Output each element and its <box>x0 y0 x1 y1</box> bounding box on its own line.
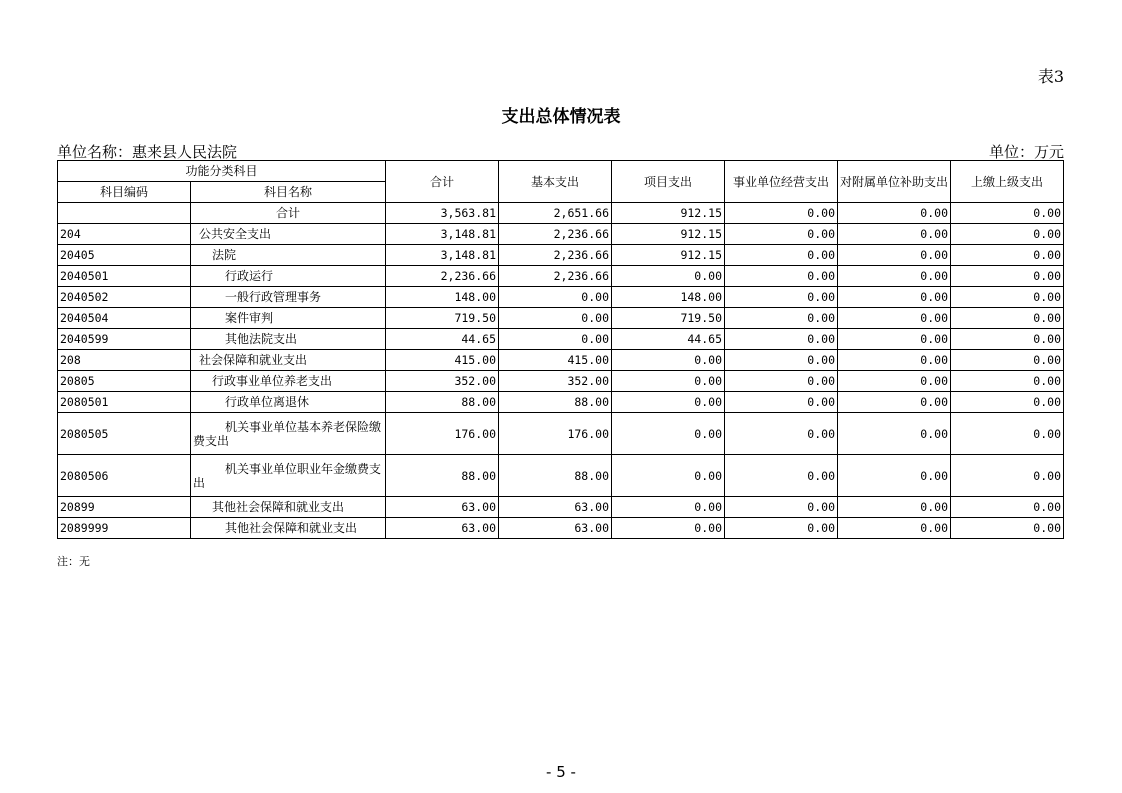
cell-total: 352.00 <box>386 371 499 392</box>
cell-project: 44.65 <box>612 329 725 350</box>
table-row <box>58 455 1064 497</box>
cell-code: 2040504 <box>58 308 191 329</box>
cell-business: 0.00 <box>725 287 838 308</box>
cell-basic: 2,236.66 <box>499 224 612 245</box>
cell-project: 912.15 <box>612 203 725 224</box>
cell-code: 208 <box>58 350 191 371</box>
cell-subsidy: 0.00 <box>838 329 951 350</box>
cell-code: 2080501 <box>58 392 191 413</box>
cell-project: 912.15 <box>612 245 725 266</box>
cell-basic: 63.00 <box>499 497 612 518</box>
table-row <box>58 224 1064 245</box>
table-row <box>58 497 1064 518</box>
cell-name: 机关事业单位基本养老保险缴费支出 <box>191 413 386 455</box>
cell-upper: 0.00 <box>951 224 1064 245</box>
cell-basic: 0.00 <box>499 287 612 308</box>
expenditure-table <box>57 160 1064 539</box>
cell-business: 0.00 <box>725 308 838 329</box>
cell-project: 0.00 <box>612 497 725 518</box>
cell-subsidy: 0.00 <box>838 287 951 308</box>
header-project: 项目支出 <box>612 161 725 203</box>
cell-name: 其他法院支出 <box>191 329 386 350</box>
cell-code <box>58 203 191 224</box>
cell-business: 0.00 <box>725 497 838 518</box>
cell-upper: 0.00 <box>951 329 1064 350</box>
cell-total: 3,563.81 <box>386 203 499 224</box>
cell-project: 0.00 <box>612 371 725 392</box>
cell-subsidy: 0.00 <box>838 224 951 245</box>
cell-upper: 0.00 <box>951 287 1064 308</box>
cell-total: 2,236.66 <box>386 266 499 287</box>
header-func-group: 功能分类科目 <box>58 161 386 182</box>
page-number: - 5 - <box>546 763 576 781</box>
cell-business: 0.00 <box>725 224 838 245</box>
cell-project: 0.00 <box>612 350 725 371</box>
cell-total: 148.00 <box>386 287 499 308</box>
cell-total: 3,148.81 <box>386 224 499 245</box>
table-row <box>58 266 1064 287</box>
cell-code: 2089999 <box>58 518 191 539</box>
cell-subsidy: 0.00 <box>838 497 951 518</box>
cell-subsidy: 0.00 <box>838 350 951 371</box>
cell-project: 0.00 <box>612 413 725 455</box>
cell-total: 719.50 <box>386 308 499 329</box>
cell-upper: 0.00 <box>951 518 1064 539</box>
cell-subsidy: 0.00 <box>838 455 951 497</box>
cell-subsidy: 0.00 <box>838 413 951 455</box>
cell-name: 机关事业单位职业年金缴费支出 <box>191 455 386 497</box>
table-row <box>58 371 1064 392</box>
cell-subsidy: 0.00 <box>838 203 951 224</box>
cell-basic: 0.00 <box>499 308 612 329</box>
cell-code: 2080506 <box>58 455 191 497</box>
cell-name: 行政单位离退休 <box>191 392 386 413</box>
cell-upper: 0.00 <box>951 266 1064 287</box>
cell-business: 0.00 <box>725 413 838 455</box>
table-row <box>58 203 1064 224</box>
cell-business: 0.00 <box>725 392 838 413</box>
cell-upper: 0.00 <box>951 350 1064 371</box>
cell-upper: 0.00 <box>951 392 1064 413</box>
cell-subsidy: 0.00 <box>838 266 951 287</box>
cell-project: 0.00 <box>612 518 725 539</box>
table-row <box>58 245 1064 266</box>
cell-total: 88.00 <box>386 392 499 413</box>
cell-upper: 0.00 <box>951 203 1064 224</box>
table-row <box>58 392 1064 413</box>
page-title: 支出总体情况表 <box>501 107 621 127</box>
cell-total: 415.00 <box>386 350 499 371</box>
cell-project: 912.15 <box>612 224 725 245</box>
cell-business: 0.00 <box>725 371 838 392</box>
cell-upper: 0.00 <box>951 413 1064 455</box>
cell-basic: 176.00 <box>499 413 612 455</box>
cell-upper: 0.00 <box>951 455 1064 497</box>
table-row <box>58 308 1064 329</box>
cell-code: 2040501 <box>58 266 191 287</box>
cell-total: 3,148.81 <box>386 245 499 266</box>
cell-basic: 88.00 <box>499 392 612 413</box>
cell-subsidy: 0.00 <box>838 371 951 392</box>
header-subsidy: 对附属单位补助支出 <box>838 161 951 203</box>
cell-name: 社会保障和就业支出 <box>191 350 386 371</box>
header-total: 合计 <box>386 161 499 203</box>
cell-code: 2040599 <box>58 329 191 350</box>
header-code: 科目编码 <box>58 182 191 203</box>
cell-total: 63.00 <box>386 518 499 539</box>
cell-basic: 0.00 <box>499 329 612 350</box>
cell-name: 合计 <box>191 203 386 224</box>
cell-name: 其他社会保障和就业支出 <box>191 518 386 539</box>
cell-name: 案件审判 <box>191 308 386 329</box>
cell-name: 其他社会保障和就业支出 <box>191 497 386 518</box>
header-upper: 上缴上级支出 <box>951 161 1064 203</box>
table-row <box>58 350 1064 371</box>
cell-name: 行政运行 <box>191 266 386 287</box>
cell-business: 0.00 <box>725 518 838 539</box>
cell-basic: 352.00 <box>499 371 612 392</box>
cell-name: 一般行政管理事务 <box>191 287 386 308</box>
cell-code: 20405 <box>58 245 191 266</box>
table-row <box>58 413 1064 455</box>
cell-basic: 2,236.66 <box>499 266 612 287</box>
cell-subsidy: 0.00 <box>838 308 951 329</box>
cell-project: 0.00 <box>612 455 725 497</box>
header-business: 事业单位经营支出 <box>725 161 838 203</box>
table-tag: 表3 <box>1037 67 1064 86</box>
cell-upper: 0.00 <box>951 308 1064 329</box>
table-row <box>58 287 1064 308</box>
cell-business: 0.00 <box>725 266 838 287</box>
cell-name: 公共安全支出 <box>191 224 386 245</box>
cell-total: 44.65 <box>386 329 499 350</box>
cell-total: 88.00 <box>386 455 499 497</box>
cell-name: 法院 <box>191 245 386 266</box>
cell-total: 63.00 <box>386 497 499 518</box>
header-name: 科目名称 <box>191 182 386 203</box>
cell-subsidy: 0.00 <box>838 245 951 266</box>
cell-code: 20899 <box>58 497 191 518</box>
cell-code: 2040502 <box>58 287 191 308</box>
cell-basic: 63.00 <box>499 518 612 539</box>
table-row <box>58 518 1064 539</box>
cell-project: 719.50 <box>612 308 725 329</box>
cell-basic: 88.00 <box>499 455 612 497</box>
note: 注：无 <box>57 555 90 568</box>
cell-business: 0.00 <box>725 455 838 497</box>
cell-business: 0.00 <box>725 245 838 266</box>
table-body <box>58 203 1064 539</box>
cell-project: 0.00 <box>612 392 725 413</box>
cell-upper: 0.00 <box>951 497 1064 518</box>
cell-code: 2080505 <box>58 413 191 455</box>
cell-business: 0.00 <box>725 329 838 350</box>
cell-code: 20805 <box>58 371 191 392</box>
cell-business: 0.00 <box>725 203 838 224</box>
table-row <box>58 329 1064 350</box>
cell-upper: 0.00 <box>951 371 1064 392</box>
cell-basic: 2,236.66 <box>499 245 612 266</box>
cell-subsidy: 0.00 <box>838 392 951 413</box>
cell-basic: 415.00 <box>499 350 612 371</box>
cell-project: 148.00 <box>612 287 725 308</box>
cell-basic: 2,651.66 <box>499 203 612 224</box>
cell-upper: 0.00 <box>951 245 1064 266</box>
cell-business: 0.00 <box>725 350 838 371</box>
cell-project: 0.00 <box>612 266 725 287</box>
currency-unit: 单位：万元 <box>988 143 1064 161</box>
cell-code: 204 <box>58 224 191 245</box>
cell-name: 行政事业单位养老支出 <box>191 371 386 392</box>
cell-subsidy: 0.00 <box>838 518 951 539</box>
unit-name: 单位名称：惠来县人民法院 <box>57 143 238 161</box>
cell-total: 176.00 <box>386 413 499 455</box>
header-basic: 基本支出 <box>499 161 612 203</box>
